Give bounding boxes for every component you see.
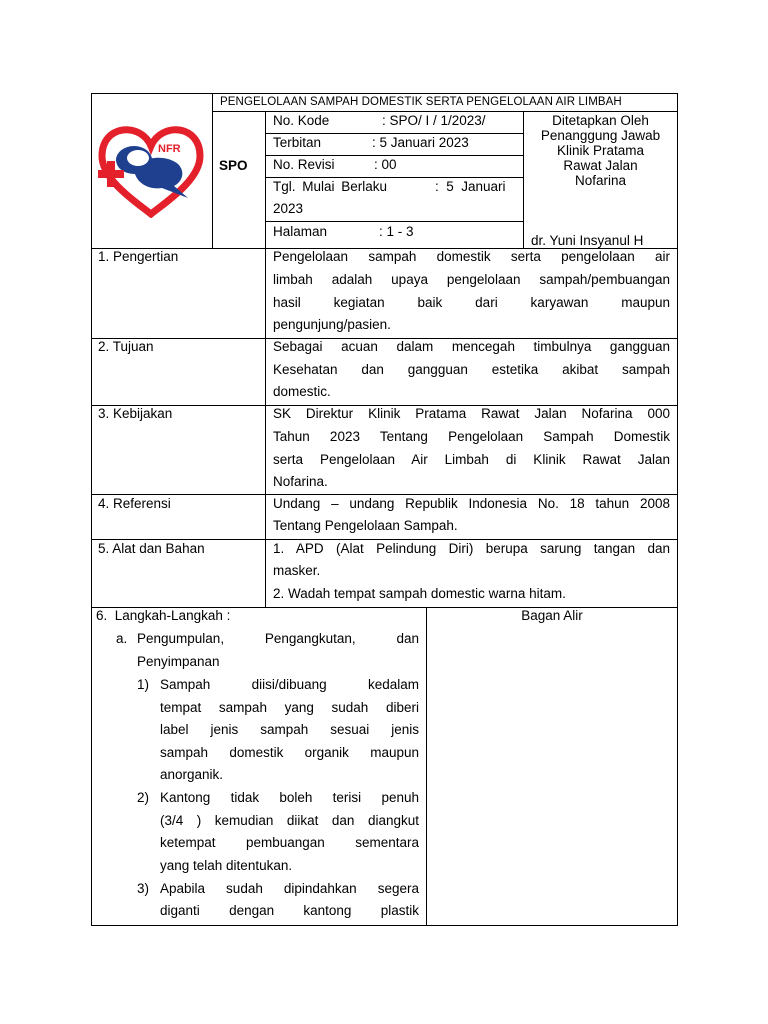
section-line: Kesehatan dan gangguan estetika akibat sampah [273, 362, 670, 377]
approval-line: Nofarina [574, 173, 627, 188]
step-line: sampah domestik organik maupun [160, 745, 419, 760]
approval-line: Penanggung Jawab [540, 128, 661, 143]
sub-a-line: Pengumpulan, Pengangkutan, dan [137, 631, 419, 646]
section-line: 2. Wadah tempat sampah domestic warna hitam. [273, 586, 566, 601]
field-label: Halaman [273, 224, 328, 239]
field-label: No. Revisi [273, 157, 335, 172]
section-label: 2. Tujuan [98, 339, 154, 354]
document-title: PENGELOLAAN SAMPAH DOMESTIK SERTA PENGELOLAAN AIR LIMBAH [220, 96, 622, 108]
step-line: label jenis sampah sesuai jenis [160, 722, 419, 737]
section-line: pengunjung/pasien. [273, 317, 391, 332]
step-line: tempat sampah yang sudah diberi [160, 700, 419, 715]
spo-label: SPO [219, 158, 248, 173]
field-label: No. Kode [273, 113, 330, 128]
step-line: Sampah diisi/dibuang kedalam [160, 677, 419, 692]
section-line: Tentang Pengelolaan Sampah. [273, 518, 458, 533]
section-line: 1. APD (Alat Pelindung Diri) berupa sarung tangan dan [273, 541, 670, 556]
step-line: Apabila sudah dipindahkan segera [160, 881, 419, 896]
step-line: (3/4 ) kemudian diikat dan diangkut [160, 813, 419, 828]
step-number: 2) [137, 790, 150, 805]
section-label: 1. Pengertian [98, 249, 179, 264]
heart-logo-icon [96, 118, 206, 218]
step-line: yang telah ditentukan. [160, 858, 293, 873]
sub-a-marker: a. [116, 631, 128, 646]
field-label: Tgl. Mulai Berlaku [273, 179, 388, 194]
section-line: limbah adalah upaya pengelolaan sampah/pembuangan [273, 272, 670, 287]
approval-line: Klinik Pratama [556, 143, 645, 158]
section-line: Nofarina. [273, 474, 328, 489]
approval-line: Rawat Jalan [563, 158, 638, 173]
approval-line: Ditetapkan Oleh [552, 113, 649, 128]
langkah-title: 6. Langkah-Langkah : [96, 608, 231, 623]
section-line: Pengelolaan sampah domestik serta pengelolaan air [273, 249, 670, 264]
section-line: serta Pengelolaan Air Limbah di Klinik Rawat Jalan [273, 452, 670, 467]
clinic-logo [96, 118, 206, 218]
field-value: : 1 - 3 [379, 224, 414, 239]
section-line: Undang – undang Republik Indonesia No. 18 tahun 2008 [273, 496, 670, 511]
section-line: domestic. [273, 384, 331, 399]
step-line: diganti dengan kantong plastik [160, 903, 419, 918]
field-value: : SPO/ I / 1/2023/ [382, 113, 486, 128]
section-line: SK Direktur Klinik Pratama Rawat Jalan Nofarina 000 [273, 406, 670, 421]
field-value-year: 2023 [273, 201, 304, 216]
step-number: 3) [137, 881, 150, 896]
bagan-alir-header: Bagan Alir [521, 608, 583, 623]
section-label: 5. Alat dan Bahan [98, 541, 205, 556]
sub-a-line: Penyimpanan [137, 654, 220, 669]
step-line: Kantong tidak boleh terisi penuh [160, 790, 419, 805]
field-label: Terbitan [273, 135, 322, 150]
field-value: : 5 Januari [435, 179, 506, 194]
logo-text: NFR [158, 143, 181, 155]
section-label: 3. Kebijakan [98, 406, 173, 421]
field-value: : 00 [374, 157, 397, 172]
section-line: Tahun 2023 Tentang Pengelolaan Sampah Domestik [273, 429, 670, 444]
section-line: Sebagai acuan dalam mencegah timbulnya gangguan [273, 339, 670, 354]
section-label: 4. Referensi [98, 496, 171, 511]
section-line: masker. [273, 563, 321, 578]
field-value: : 5 Januari 2023 [372, 135, 469, 150]
section-line: hasil kegiatan baik dari karyawan maupun [273, 295, 670, 310]
step-line: anorganik. [160, 767, 224, 782]
signer-name: dr. Yuni Insyanul H [531, 233, 644, 248]
step-number: 1) [137, 677, 150, 692]
bagan-alir-area [427, 630, 677, 924]
step-line: ketempat pembuangan sementara [160, 835, 419, 850]
